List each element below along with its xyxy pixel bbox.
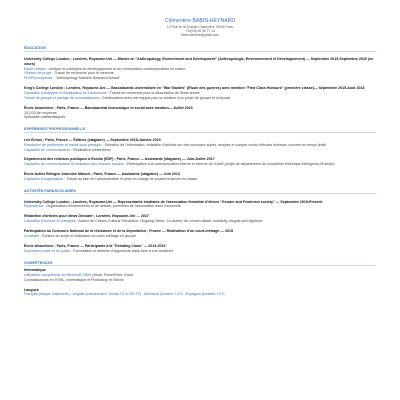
cv-header <box>24 18 376 37</box>
entry-line: Spécialité mathématiques <box>24 115 66 120</box>
entry-text: : Auteur de China's Cultural Revolution: Ongoing Taboo. Co-auteur de London attack: solidarity, disgust and vigilance <box>75 219 263 224</box>
entry-line <box>24 249 376 254</box>
education-entry <box>24 86 376 100</box>
section-divider <box>24 51 376 52</box>
entry-title: Les Échos ; Paris, France — Éditrice (stagiaire) — Septembre 2018-Janvier 2019 <box>24 137 161 142</box>
skill-label: Créativité <box>24 234 40 238</box>
entry-line <box>24 177 376 182</box>
entry-title: King's College London ; Londres, Royaume-Uni — Baccalauréat universitaire en "War Studies" (Étude des guerres) avec mention "First Class Honours" (première classe)— Septembre 2015-Août 2018 <box>24 86 365 91</box>
cv-page <box>24 0 376 297</box>
experience-entry <box>24 138 376 152</box>
activities-section <box>24 189 376 254</box>
entry-text: (Word, PowerPoint, Excel <box>91 272 134 277</box>
entry-title: Participation au Concours National de la résistance et de la déportation ; France — Réalisation d'un court-métrage — 2015 <box>24 229 233 234</box>
entry-title: Rédaction d'articles pour News Decoder ; Londres, Royaume-Uni — 2017 <box>24 214 149 219</box>
section-title-experience: EXPÉRIENCE PROFESSIONNELLE <box>24 127 86 132</box>
skill-label: Gestion de projet <box>24 71 52 76</box>
education-section <box>24 46 376 120</box>
skill-label: Utilisatrice compétente de Microsoft Office <box>24 272 92 277</box>
entry-text: : Travail de recherche pour le mémoire <box>51 71 114 76</box>
entry-line <box>24 234 376 239</box>
experience-entry <box>24 157 376 167</box>
entry-text: : Réalisation d'interviews <box>70 147 111 152</box>
skill-label: Capacités de communication et utilisation des réseaux sociaux <box>24 162 124 167</box>
activity-entry <box>24 229 376 239</box>
entry-text: : Travail au sein de l'administration et prise en charge de plusieurs tâches en classe <box>63 177 198 182</box>
skill-label: Expression orale et en public <box>24 248 71 253</box>
skill-label: Capacités d'écriture et d'analyse <box>24 219 76 224</box>
education-entry <box>24 57 376 81</box>
entry-title: University College London ; Londres, Royaume-Uni — Représentante étudiante de l'association féministe d'élèves "Gender and Feminism society" — Septembre 2019-Présent <box>24 199 323 204</box>
skill-label: Prix/Récompense <box>24 76 53 81</box>
it-skills-heading: Informatique <box>24 268 46 273</box>
entry-text: : Participation à la communication interne et externe de l'Unité (projet de département de complexes électrique intelligents d'Esedio) <box>123 162 335 167</box>
phone-line: +33(0)6 30 36 77 14 <box>185 28 215 33</box>
section-divider <box>24 265 376 266</box>
entry-line <box>24 76 376 81</box>
skill-label: Travail de groupe et partage de connaissances <box>24 95 99 100</box>
skill-label: Résolution de problèmes et travail sous pression <box>24 142 102 147</box>
entry-line: Connaissances en HTML, informatique et Photoshop et iMovie <box>24 277 124 282</box>
entry-line <box>24 219 376 224</box>
education-entry <box>24 106 376 120</box>
entry-line <box>24 162 376 167</box>
languages-heading: Langues <box>24 287 39 292</box>
entry-text: : Analyse et politiques du développement et de conservation contemporaines en classe <box>45 66 186 71</box>
email-line[interactable]: hbclementine@gmail.com <box>181 33 219 37</box>
entry-text: : Sélection de l'information, rédaction d'articles sur des nouveaux sujets, analyse et compte-rendu d'études diverses, souvent en temps limité <box>101 142 327 147</box>
entry-text: : Travail de recherche pour la dissertation de 3ème année <box>106 90 200 95</box>
entry-text: : Organisation d'événements et de débats, promotion de l'association dans l'université <box>43 204 181 209</box>
section-divider <box>24 193 376 194</box>
entry-text: : "Anthropology Masters Research Award" <box>52 76 121 81</box>
entry-text: : Écriture du script et réalisation du court-métrage en groupe <box>39 234 137 238</box>
skills-section <box>24 261 376 298</box>
section-title-activities: ACTIVITÉS PARASCOLAIRES <box>24 188 76 193</box>
address-line: 12 Rue de la Grande Chaumière 75006 Paris <box>166 24 234 29</box>
skill-label: Polyvalence <box>24 204 44 209</box>
entry-title: École Alsacienne ; Paris, France — Baccalauréat économique et social avec mention— Juillet 2015 <box>24 105 193 110</box>
entry-title: University College London ; Londres, Royaume-Uni — Master en "Anthropology, Environment and Development" (Anthropologie, Environnement et Développement) — Septembre 2019-Septembre 2020 (en cours) <box>24 56 374 66</box>
entry-line <box>24 204 376 209</box>
experience-section <box>24 127 376 182</box>
section-title-skills: COMPÉTENCES <box>24 260 53 265</box>
entry-line: 15,2/20 de moyenne <box>24 110 57 115</box>
entry-title: École Alsacienne ; Paris, France — Participante à la "Debating Class" — 2013-2015 <box>24 243 166 248</box>
entry-title: Département des relations publiques à Esedio (EDF) ; Paris, France — Assistante (stagiaire) — Juin-Juillet 2017 <box>24 157 215 162</box>
skill-label: Esprit critique <box>24 66 46 71</box>
activity-entry <box>24 214 376 224</box>
skill-label: Capacités de communication <box>24 147 71 152</box>
languages-line: Français (langue maternelle) ; Anglais (couramment, niveau C2 à l'IELTS) ; Allemand (scolaire, LV2) ; Espagnol (scolaire, LV3) <box>24 292 225 297</box>
entry-title: École Active Bilingue Jeannine Manuel ; Paris, France — Assistante (stagiaire) — Juin 2013 <box>24 172 180 177</box>
entry-line <box>24 148 376 153</box>
section-title-education: ÉDUCATION <box>24 46 46 51</box>
skill-label: Capacités d'analyses et d'adaptation et d'autonomie <box>24 90 107 95</box>
section-divider <box>24 132 376 133</box>
skill-label: Capacités d'organisation <box>24 177 64 182</box>
experience-entry <box>24 172 376 182</box>
activity-entry <box>24 244 376 254</box>
entry-text: : Formulation et défense d'arguments clairs face à une audience <box>70 248 174 253</box>
entry-text: : Collaboration avec une équipe pour la création d'un projet de groupe et d'exposé <box>98 95 231 100</box>
entry-line <box>24 96 376 101</box>
candidate-name: Clémentine BABIN-HEYNARD <box>164 18 236 24</box>
activity-entry <box>24 200 376 210</box>
